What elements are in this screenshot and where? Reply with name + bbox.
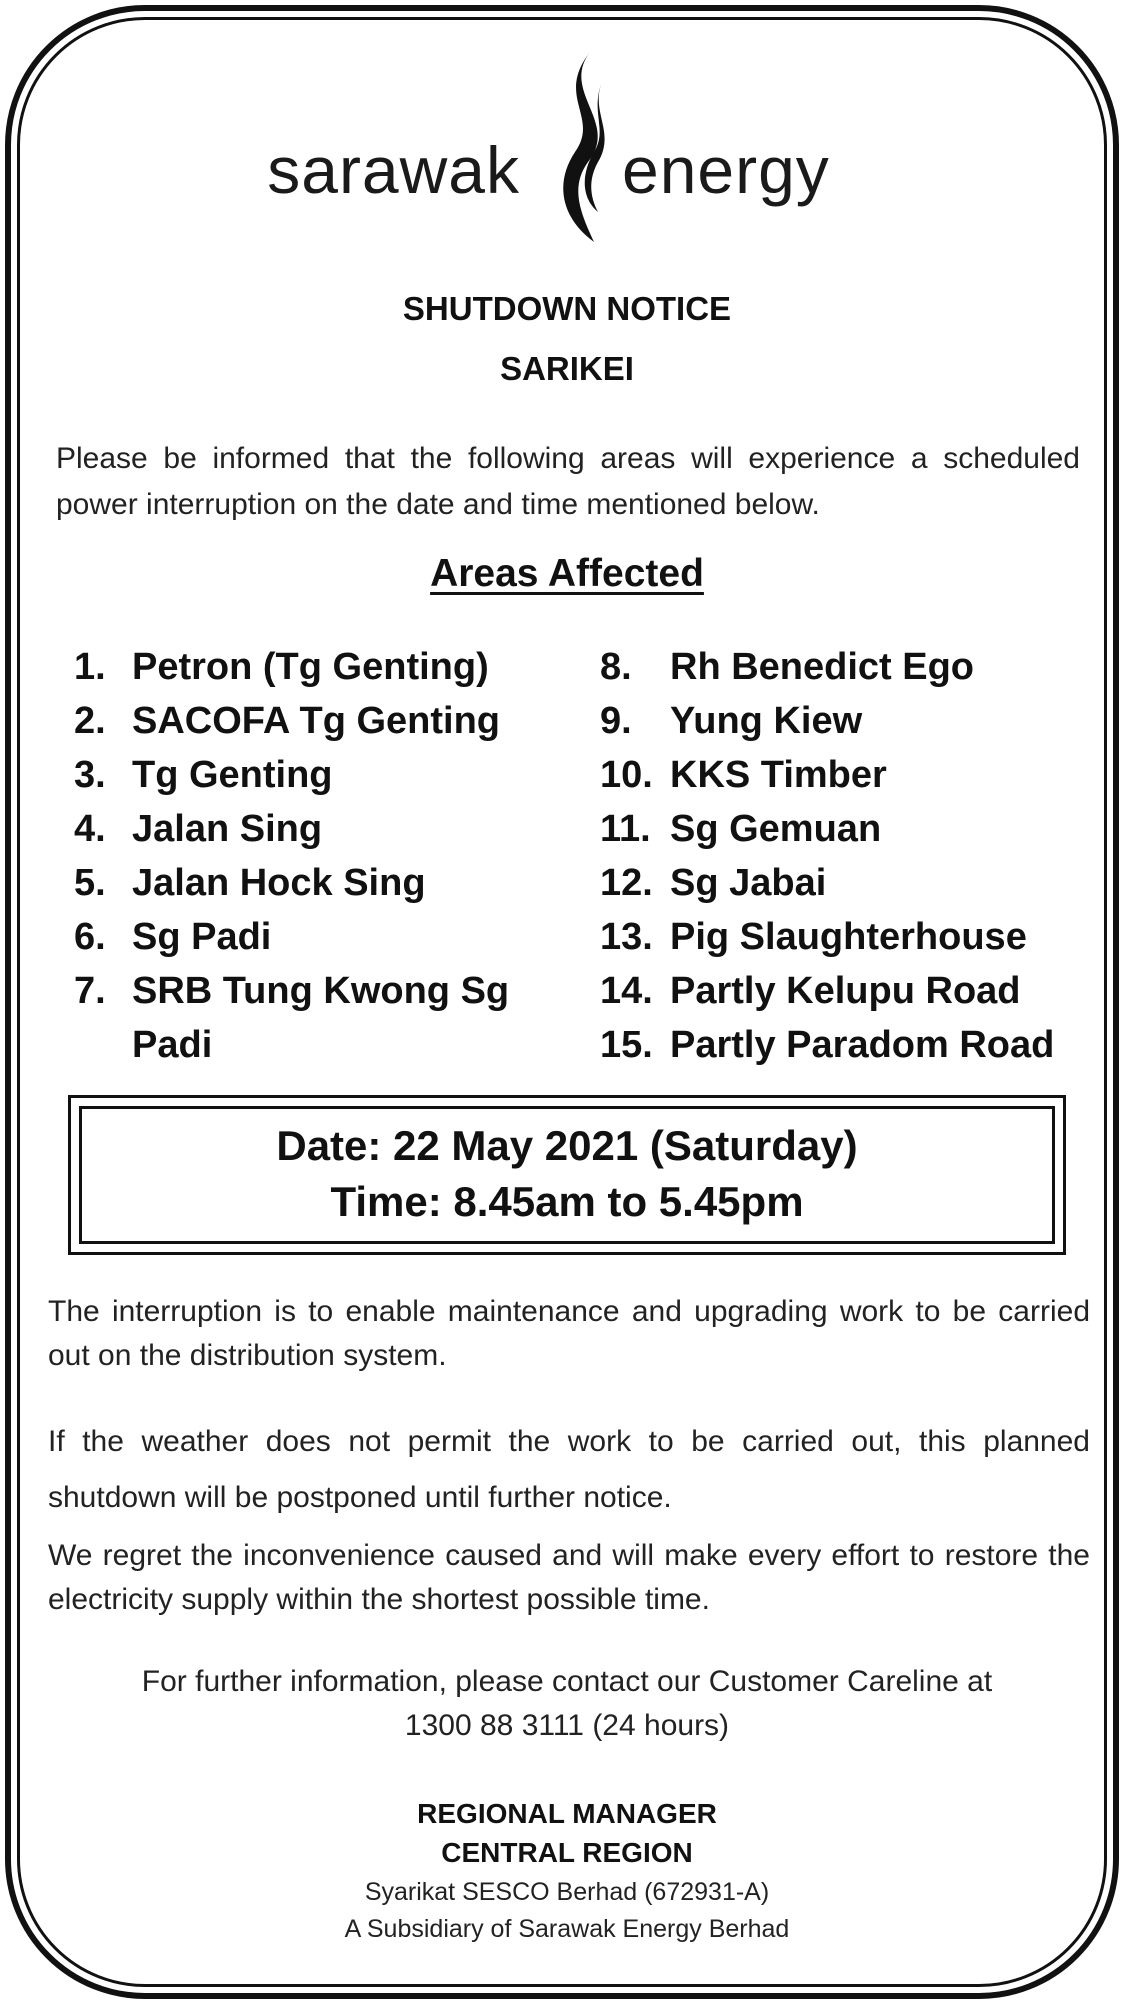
areas-list-left	[74, 640, 534, 1072]
area-number: 8.	[600, 646, 632, 688]
area-number: 7.	[74, 970, 106, 1012]
intro-paragraph: Please be informed that the following areas will experience a scheduled power interruption on the date and time mentioned below.	[56, 442, 1080, 521]
area-number: 2.	[74, 700, 106, 742]
area-number: 10.	[600, 754, 653, 796]
area-name: Tg Genting	[132, 754, 333, 796]
areas-list-right	[600, 640, 1100, 1072]
list-item	[600, 694, 1100, 748]
contact-info	[0, 1660, 1134, 1748]
areas-heading: Areas Affected	[430, 552, 704, 595]
weather-paragraph: If the weather does not permit the work to be carried out, this planned shutdown will be postponed until further notice.	[48, 1425, 1090, 1514]
list-item	[74, 694, 534, 748]
area-number: 14.	[600, 970, 653, 1012]
area-name: Jalan Sing	[132, 808, 323, 850]
area-name: Partly Paradom Road	[670, 1024, 1055, 1066]
flame-icon	[550, 52, 620, 242]
area-number: 9.	[600, 700, 632, 742]
area-number: 3.	[74, 754, 106, 796]
area-name: Sg Gemuan	[670, 808, 882, 850]
list-item	[600, 748, 1100, 802]
area-name: Pig Slaughterhouse	[670, 916, 1027, 958]
area-name: Jalan Hock Sing	[132, 862, 426, 904]
list-item	[74, 748, 534, 802]
list-item	[600, 856, 1100, 910]
area-name: Petron (Tg Genting)	[132, 646, 489, 688]
notice-title: SHUTDOWN NOTICE	[402, 290, 732, 327]
apology-paragraph: We regret the inconvenience caused and will make every effort to restore the electricity supply within the shortest possible time.	[48, 1539, 1090, 1616]
list-item	[600, 640, 1100, 694]
list-item	[74, 910, 534, 964]
area-name: SACOFA Tg Genting	[132, 700, 501, 742]
area-name: Yung Kiew	[670, 700, 863, 742]
area-number: 6.	[74, 916, 106, 958]
logo-word-left: sarawak	[267, 133, 520, 207]
list-item	[74, 640, 534, 694]
area-number: 1.	[74, 646, 106, 688]
area-number: 5.	[74, 862, 106, 904]
company-name: Syarikat SESCO Berhad (672931-A)	[364, 1878, 770, 1906]
notice-location: SARIKEI	[500, 350, 634, 387]
area-name: Rh Benedict Ego	[670, 646, 975, 688]
area-number: 4.	[74, 808, 106, 850]
logo-word-right: energy	[622, 133, 830, 207]
signature-region: CENTRAL REGION	[441, 1837, 693, 1868]
list-item	[74, 964, 534, 1072]
reason-paragraph: The interruption is to enable maintenance and upgrading work to be carried out on the distribution system.	[48, 1295, 1090, 1372]
schedule-date: Date: 22 May 2021 (Saturday)	[276, 1122, 858, 1169]
schedule-box-inner	[79, 1106, 1055, 1244]
area-number: 12.	[600, 862, 653, 904]
area-name: Partly Kelupu Road	[670, 970, 1021, 1012]
company-subsidiary: A Subsidiary of Sarawak Energy Berhad	[344, 1915, 790, 1943]
area-name: KKS Timber	[670, 754, 887, 796]
area-name: Sg Jabai	[670, 862, 827, 904]
area-number: 13.	[600, 916, 653, 958]
area-name: Sg Padi	[132, 916, 272, 958]
area-name: SRB Tung Kwong Sg Padi	[132, 970, 510, 1066]
list-item	[600, 802, 1100, 856]
contact-line: For further information, please contact our Customer Careline at	[141, 1665, 993, 1698]
careline-number: 1300 88 3111 (24 hours)	[404, 1709, 730, 1742]
area-number: 15.	[600, 1024, 653, 1066]
list-item	[74, 802, 534, 856]
schedule-time: Time: 8.45am to 5.45pm	[330, 1178, 804, 1225]
sarawak-energy-logo	[267, 52, 840, 242]
area-number: 11.	[600, 808, 651, 850]
schedule-box	[68, 1095, 1066, 1255]
signature-title: REGIONAL MANAGER	[417, 1798, 717, 1829]
list-item	[600, 910, 1100, 964]
list-item	[74, 856, 534, 910]
list-item	[600, 1018, 1100, 1072]
list-item	[600, 964, 1100, 1018]
